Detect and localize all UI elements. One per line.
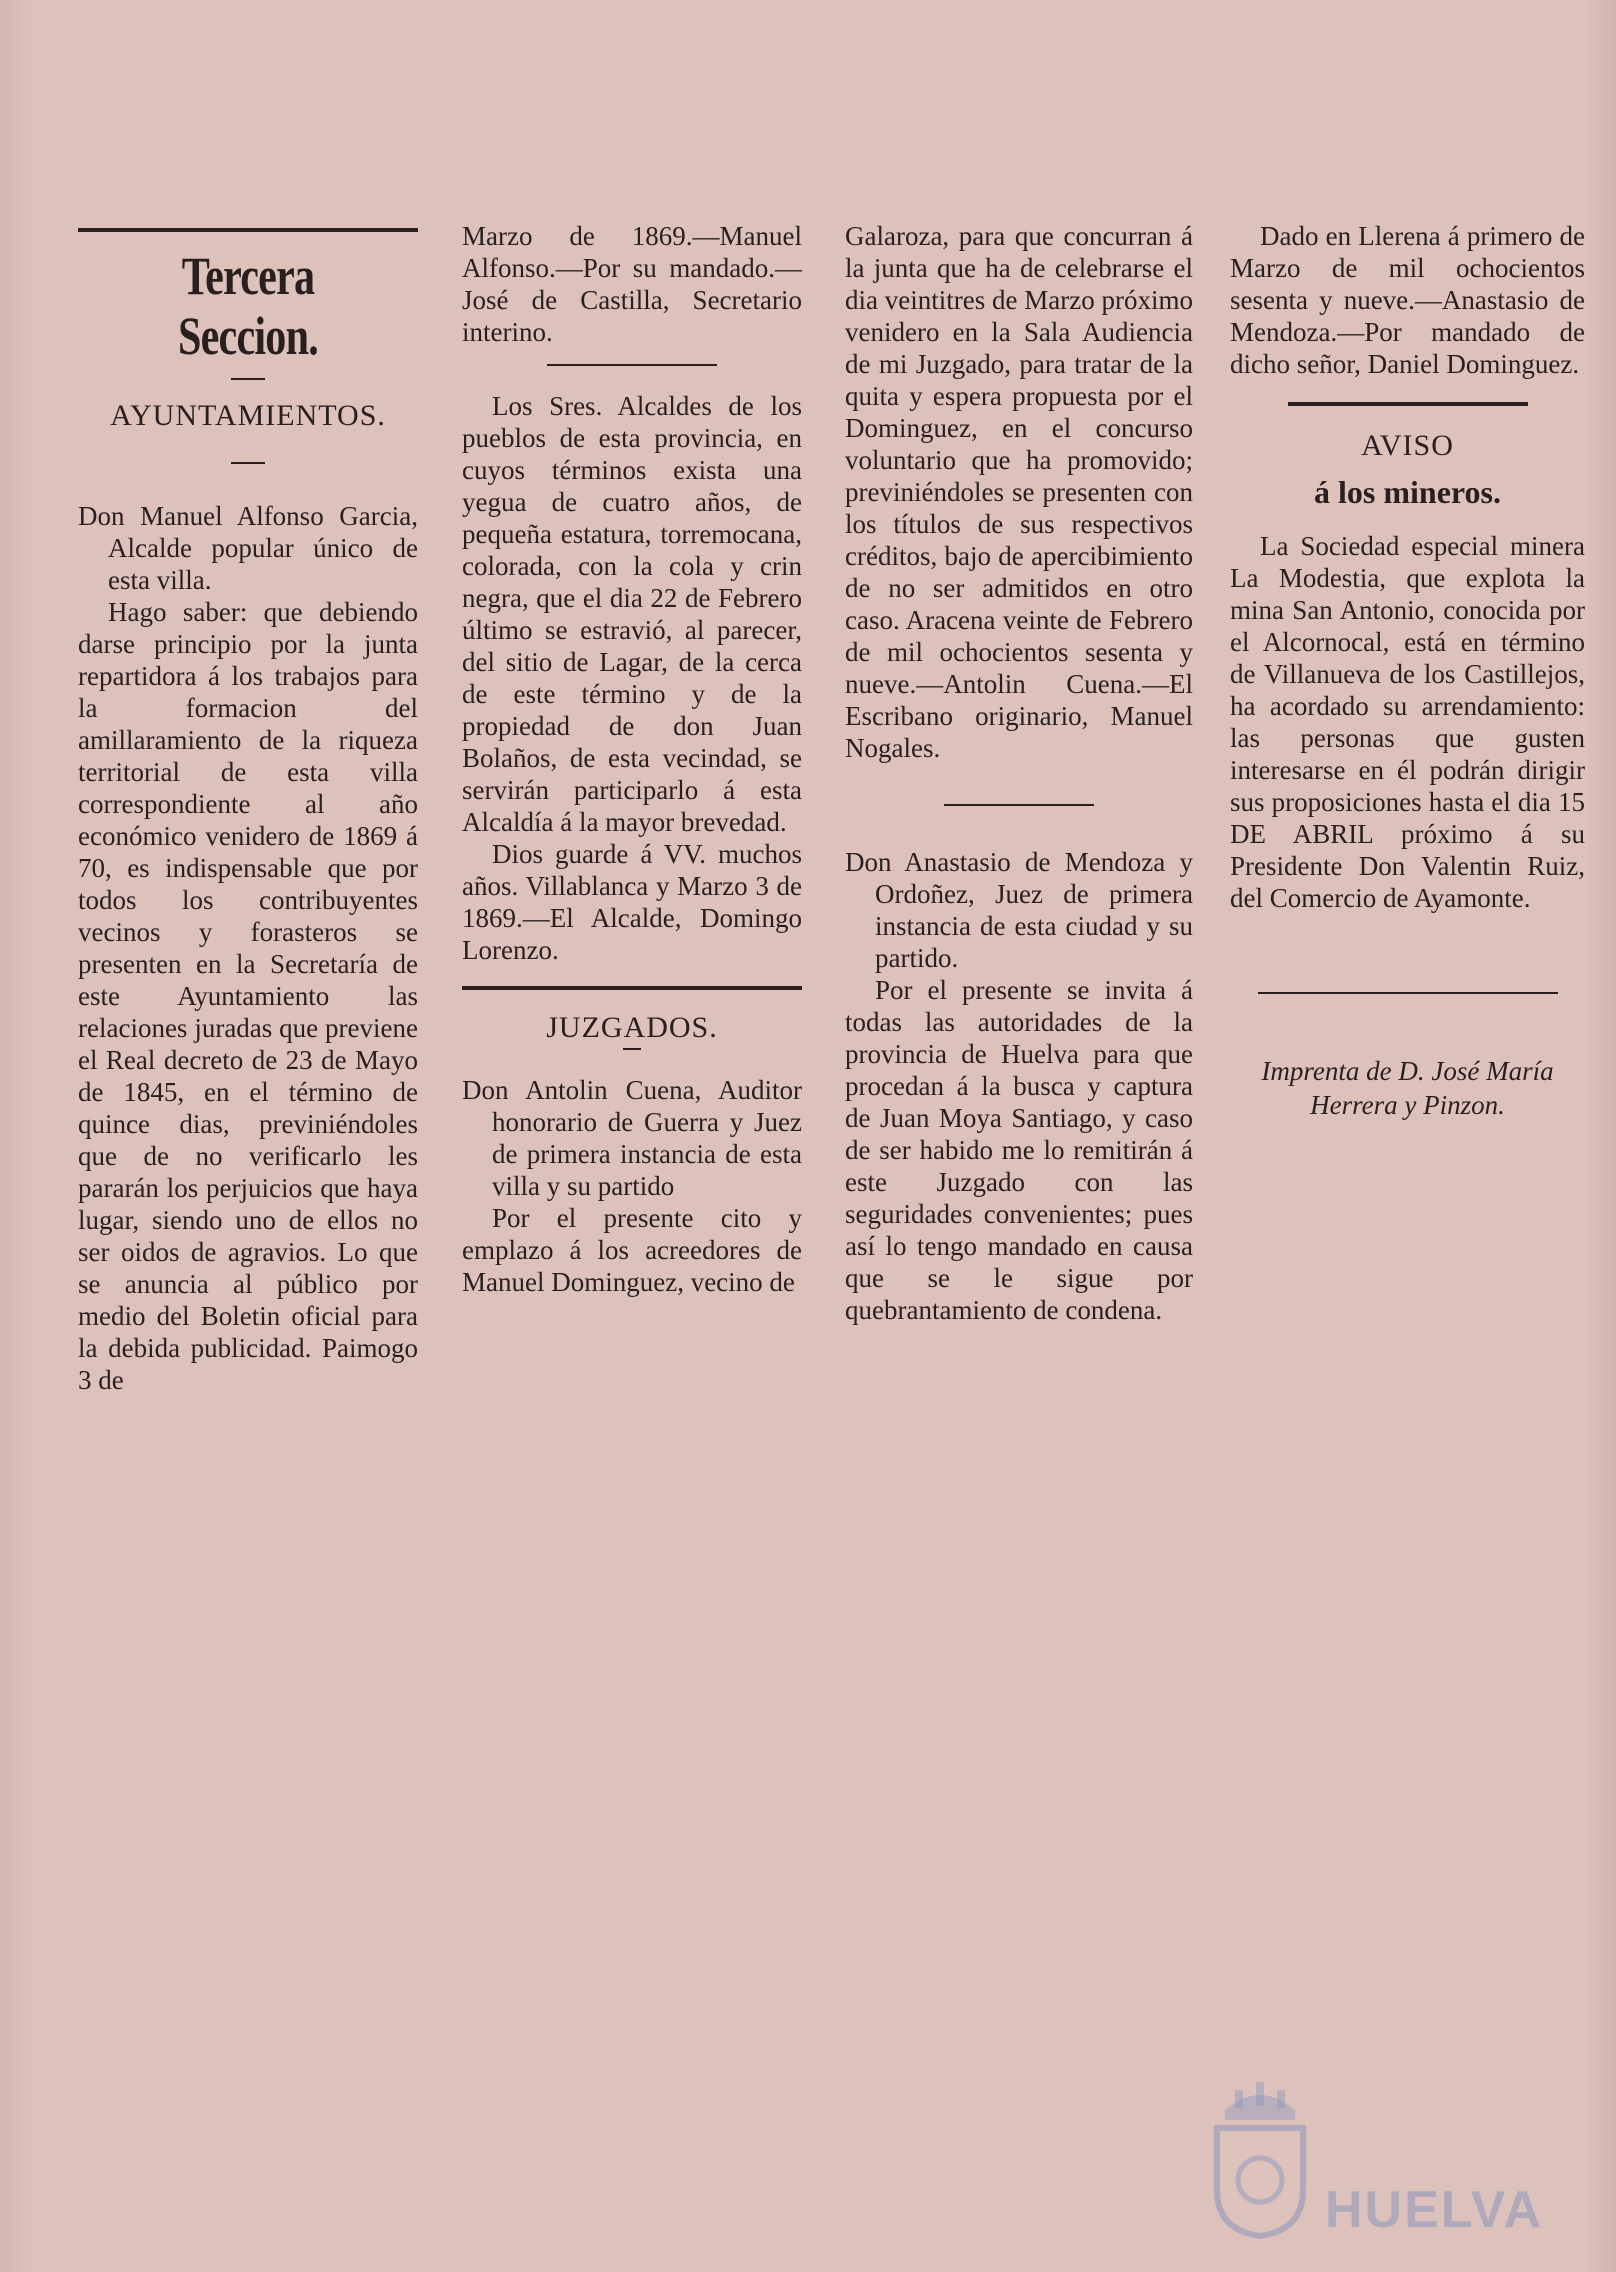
continuation-text: Galaroza, para que concurran á la junta que ha de celebrarse el dia veintitres de Marzo próximo venidero en la Sala Audiencia de mi Juzgado, para tratar de la quita y espera propuesta por el Dominguez, en el concurso voluntario que ha promovido; previniéndoles se presenten con los títulos de sus respectivos créditos, bajo de apercibimiento de no ser admitidos en otro caso. Aracena veinte de Febrero de mil ochocientos sesenta y nueve.—Antolin Cuena.—El Escribano originario, Manuel Nogales.: [845, 221, 1193, 763]
section-title: Tercera Seccion.: [177, 246, 318, 366]
column-3: [845, 220, 1193, 1326]
column-1: [78, 220, 418, 1396]
notice-body: Hago saber: que debiendo darse principio por la junta repartidora á los trabajos para la formacion del amillaramiento de la riqueza territorial de esta villa correspondiente al año económico venidero de 1869 á 70, es indispensable que por todos los contribuyentes vecinos y forasteros se presenten en la Secretaría de este Ayuntamiento las relaciones juradas que previene el Real decreto de 23 de Mayo de 1845, en el término de quince dias, previniéndoles que de no verificarlo les pararán los perjuicios que haya lugar, siendo uno de ellos no ser oidos de agravios. Lo que se anuncia al público por medio del Boletin oficial para la debida publicidad. Paimogo 3 de: [78, 597, 418, 1395]
subheading-mineros: á los mineros.: [1314, 474, 1501, 510]
continuation-text: Dado en Llerena á primero de Marzo de mil ochocientos sesenta y nueve.—Anastasio de Mendoza.—Por mandado de dicho señor, Daniel Dominguez.: [1230, 221, 1585, 379]
column-2: [462, 220, 802, 1298]
notice-yegua: Los Sres. Alcaldes de los pueblos de esta provincia, en cuyos términos exista una yegua de cuatro años, de pequeña estatura, torremocana, colorada, con la cola y crin negra, que el dia 22 de Febrero último se estravió, al parecer, del sitio de Lagar, de la cerca de este término y de la propiedad de don Juan Bolaños, de esta vecindad, se servirán participarlo á esta Alcaldía á la mayor brevedad.: [462, 391, 802, 837]
notice-closing: Dios guarde á VV. muchos años. Villablanca y Marzo 3 de 1869.—El Alcalde, Domingo Lorenzo.: [462, 839, 802, 965]
heading-ayuntamientos: AYUNTAMIENTOS.: [110, 399, 386, 432]
notice-body: Por el presente se invita á todas las autoridades de la provincia de Huelva para que procedan á la busca y captura de Juan Moya Santiago, y caso de ser habido me lo remitirán á este Juzgado con las seguridades convenientes; pues así lo tengo mandado en causa que se le sigue por quebrantamiento de condena.: [845, 975, 1193, 1325]
column-4: [1230, 220, 1585, 1122]
official-title: Don Anastasio de Mendoza y Ordoñez, Juez de primera instancia de esta ciudad y su partido.: [845, 847, 1193, 973]
notice-body: La Sociedad especial minera La Modestia, que explota la mina San Antonio, conocida por el Alcornocal, está en término de Villanueva de los Castillejos, ha acordado su arrendamiento: las personas que gusten interesarse en él podrán dirigir sus proposiciones hasta el dia 15 DE ABRIL próximo á su Presidente Don Valentin Ruiz, del Comercio de Ayamonte.: [1230, 531, 1585, 913]
separator-dash: [231, 462, 265, 464]
section-rule: [462, 986, 802, 990]
section-rule: [1288, 402, 1528, 406]
heading-aviso: AVISO: [1361, 429, 1454, 462]
official-title: Don Antolin Cuena, Auditor honorario de Guerra y Juez de primera instancia de esta villa y su partido: [462, 1075, 802, 1201]
heading-juzgados: JUZGADOS.: [546, 1011, 718, 1044]
separator-rule: [944, 804, 1094, 806]
separator-dash: [623, 1048, 641, 1050]
column-top-rule: [78, 228, 418, 232]
separator-rule: [547, 364, 717, 366]
official-title: Don Manuel Alfonso Garcia, Alcalde popular único de esta villa.: [78, 501, 418, 595]
imprint-line-2: Herrera y Pinzon.: [1310, 1090, 1505, 1120]
imprint-line-1: Imprenta de D. José María: [1261, 1056, 1554, 1086]
notice-body: Por el presente cito y emplazo á los acreedores de Manuel Dominguez, vecino de: [462, 1203, 802, 1297]
ornament-dash: [231, 378, 265, 380]
continuation-text: Marzo de 1869.—Manuel Alfonso.—Por su mandado.—José de Castilla, Secretario interino.: [462, 221, 802, 347]
watermark-text: HUELVA: [1325, 2181, 1544, 2239]
crest-icon: [1205, 2070, 1315, 2245]
library-watermark: [1205, 2070, 1565, 2240]
separator-rule: [1258, 992, 1558, 994]
